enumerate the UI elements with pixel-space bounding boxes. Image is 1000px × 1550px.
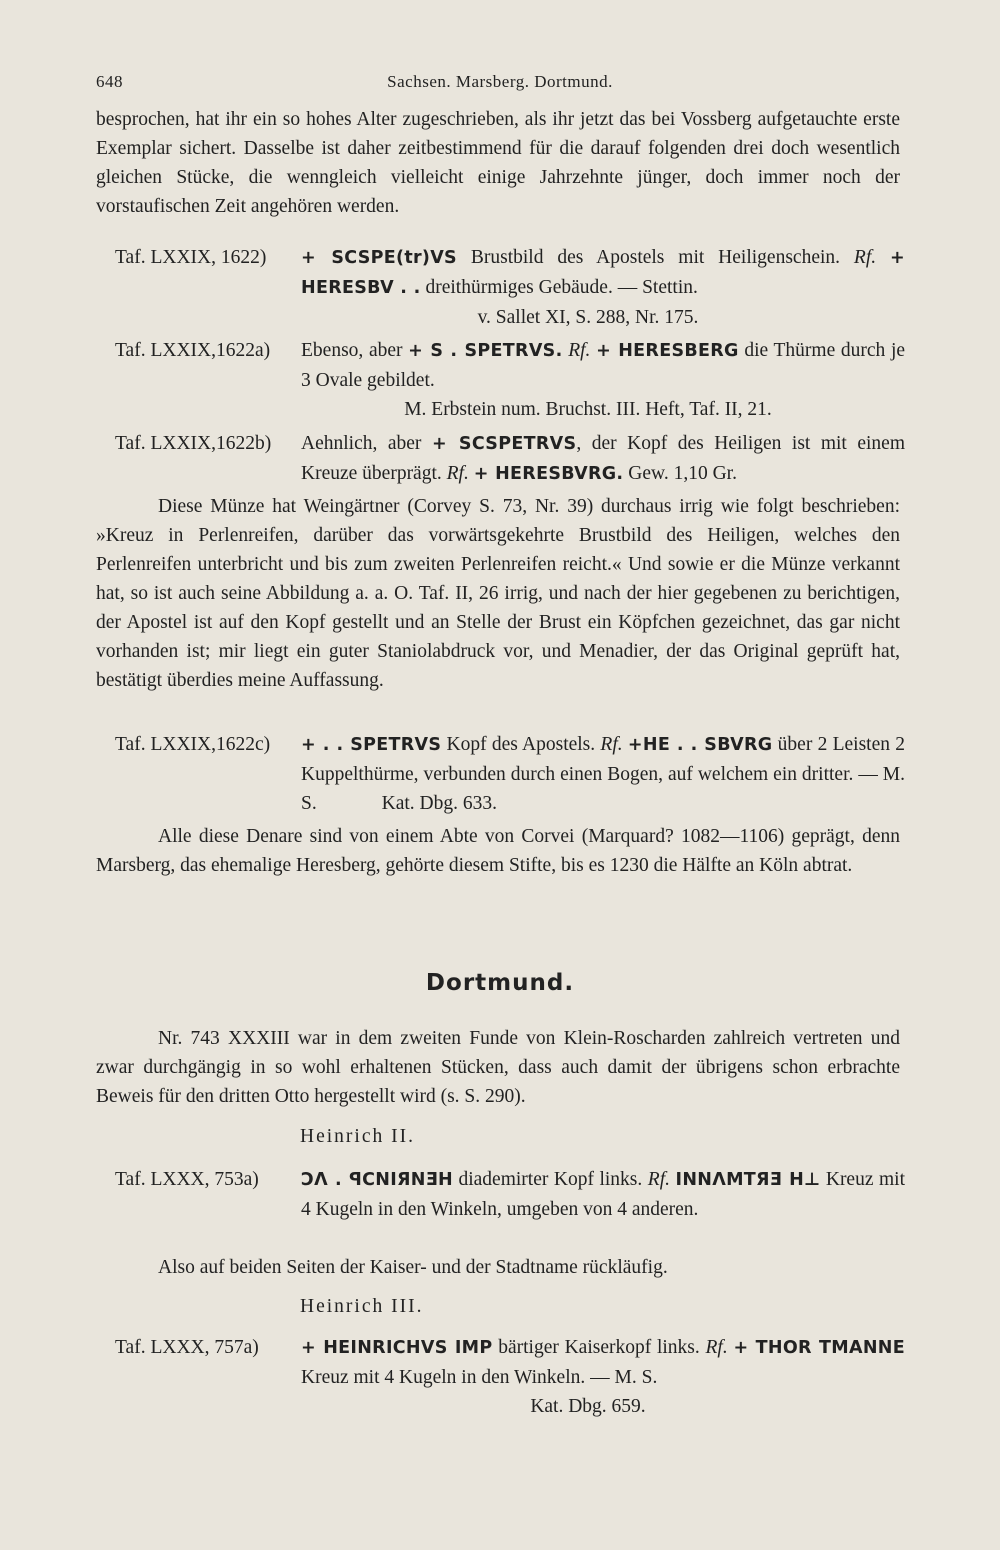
page-number: 648 bbox=[96, 72, 123, 91]
entry-body bbox=[301, 429, 905, 489]
reverse-marker: Rf. bbox=[568, 340, 591, 361]
reverse-description: Kreuz mit 4 Kugeln in den Winkeln. — M. S. bbox=[301, 1367, 658, 1388]
weight: Gew. 1,10 Gr. bbox=[623, 463, 737, 484]
obverse-legend: + HEINRICHVS IMP bbox=[301, 1338, 493, 1358]
obverse-legend: + SCSPETRVS bbox=[431, 434, 577, 454]
entry-body bbox=[301, 1165, 905, 1224]
obverse-description: Kopf des Apostels. bbox=[441, 734, 601, 755]
reverse-marker: Rf. bbox=[853, 247, 877, 268]
ruler-heading-heinrich-ii: Heinrich II. bbox=[300, 1126, 415, 1147]
obverse-legend: + S . SPETRVS. bbox=[408, 341, 563, 361]
reverse-legend: +HE . . SBVRG bbox=[627, 735, 773, 755]
entry-label: Taf. LXXIX, 1622) bbox=[115, 247, 267, 268]
weingaertner-paragraph: Diese Münze hat Weingärtner (Corvey S. 73, Nr. 39) durchaus irrig wie folgt beschrieben: »Kreuz in Perlenreifen, darüber das vorwärtsgekehrte Brustbild des Heiligen, welches den Perlenreifen unterbricht und bis zum zweiten Perlenreifen reicht.« Und sowie er die Münze verkannt hat, so ist auch seine Abbildung a. a. O. Taf. II, 26 irrig, und nach der hier gegebenen zu berichtigen, der Apostel ist auf den Kopf gestellt und an Stelle der Brust ein Köpfchen gezeichnet, das gar nicht vorhanden ist; mir liegt ein guter Staniolabdruck vor, und Menadier, der das Original geprüft hat, bestätigt überdies meine Auffassung. bbox=[96, 496, 900, 691]
reverse-legend: + THOR TMANNE bbox=[733, 1338, 905, 1358]
reverse-legend: + HERESBVRG. bbox=[473, 464, 624, 484]
section-heading: Dortmund. bbox=[425, 970, 575, 996]
note-retrograde: Also auf beiden Seiten der Kaiser- und der Stadtname rückläufig. bbox=[158, 1257, 668, 1278]
entry-body bbox=[301, 336, 905, 424]
intro-paragraph: besprochen, hat ihr ein so hohes Alter zugeschrieben, als ihr jetzt das bei Vossberg aufgetauchte erste Exemplar sichert. Dasselbe ist daher zeitbestimmend für die darauf folgenden drei doch wesentlich gleichen Stücke, die wenngleich vielleicht einige Jahrzehnte jünger, doch immer noch der vorstaufischen Zeit angehören werden. bbox=[96, 109, 900, 217]
reverse-marker: Rf. bbox=[705, 1337, 728, 1358]
reverse-marker: Rf. bbox=[647, 1169, 670, 1190]
description: Ebenso, aber bbox=[301, 340, 409, 361]
reference: v. Sallet XI, S. 288, Nr. 175. bbox=[477, 307, 699, 328]
obverse-legend: + . . SPETRVS bbox=[301, 735, 442, 755]
reverse-description: über 2 Leisten 2 Kuppelthürme, verbunden durch einen Bogen, auf welchem ein dritter. — M. S. bbox=[301, 734, 906, 814]
obverse-description: Brustbild des Apostels mit Heiligenschein. bbox=[456, 247, 841, 268]
description-cont: , der Kopf des Heiligen ist mit einem Kreuze überprägt. bbox=[301, 433, 905, 484]
ruler-heading-heinrich-iii: Heinrich III. bbox=[300, 1296, 424, 1317]
catalog-entry-1622a bbox=[115, 336, 905, 424]
entry-label: Taf. LXXX, 753a) bbox=[115, 1169, 259, 1190]
reverse-marker: Rf. bbox=[600, 734, 623, 755]
obverse-legend: ƆΛ . ꟼCNIЯNƎH bbox=[301, 1170, 453, 1190]
obverse-description: bärtiger Kaiserkopf links. bbox=[492, 1337, 706, 1358]
obverse-legend: + SCSPE(tr)VS bbox=[301, 248, 457, 268]
entry-label: Taf. LXXX, 757a) bbox=[115, 1337, 259, 1358]
reverse-legend: + HERESBV . . bbox=[301, 248, 905, 298]
catalog-entry-1622c bbox=[115, 730, 905, 818]
catalog-entry-1622 bbox=[115, 243, 905, 332]
entry-body bbox=[301, 1333, 905, 1421]
reverse-description: Kreuz mit 4 Kugeln in den Winkeln, umgeben von 4 anderen. bbox=[301, 1169, 906, 1220]
dortmund-paragraph: Nr. 743 XXXIII war in dem zweiten Funde von Klein-Roscharden zahlreich vertreten und zwar durchgängig in so wohl erhaltenen Stücken, dass auch damit der übrigens schon erbrachte Beweis für den dritten Otto hergestellt wird (s. S. 290). bbox=[96, 1028, 900, 1107]
reference: Kat. Dbg. 633. bbox=[381, 793, 497, 814]
reverse-legend: INNΛMTЯƎ H⊥ bbox=[675, 1170, 821, 1190]
entry-label: Taf. LXXIX,1622b) bbox=[115, 433, 272, 454]
reverse-description: die Thürme durch je 3 Ovale gebildet. bbox=[301, 340, 906, 391]
running-title: Sachsen. Marsberg. Dortmund. bbox=[387, 72, 613, 91]
entry-label: Taf. LXXIX,1622a) bbox=[115, 340, 271, 361]
catalog-entry-753a bbox=[115, 1165, 905, 1224]
reverse-legend: + HERESBERG bbox=[596, 341, 739, 361]
reverse-description: dreithürmiges Gebäude. — Stettin. bbox=[420, 277, 698, 298]
entry-body bbox=[301, 730, 905, 818]
obverse-description: diademirter Kopf links. bbox=[452, 1169, 648, 1190]
reference: M. Erbstein num. Bruchst. III. Heft, Taf. II, 21. bbox=[404, 399, 772, 420]
description: Aehnlich, aber bbox=[301, 433, 432, 454]
catalog-entry-757a bbox=[115, 1333, 905, 1421]
reverse-marker: Rf. bbox=[446, 463, 469, 484]
catalog-entry-1622b bbox=[115, 429, 905, 489]
denare-paragraph: Alle diese Denare sind von einem Abte von Corvei (Marquard? 1082—1106) geprägt, denn Marsberg, das ehemalige Heresberg, gehörte diesem Stifte, bis es 1230 die Hälfte an Köln abtrat. bbox=[96, 826, 900, 876]
reference: Kat. Dbg. 659. bbox=[530, 1396, 646, 1417]
entry-body bbox=[301, 243, 905, 332]
entry-label: Taf. LXXIX,1622c) bbox=[115, 734, 271, 755]
